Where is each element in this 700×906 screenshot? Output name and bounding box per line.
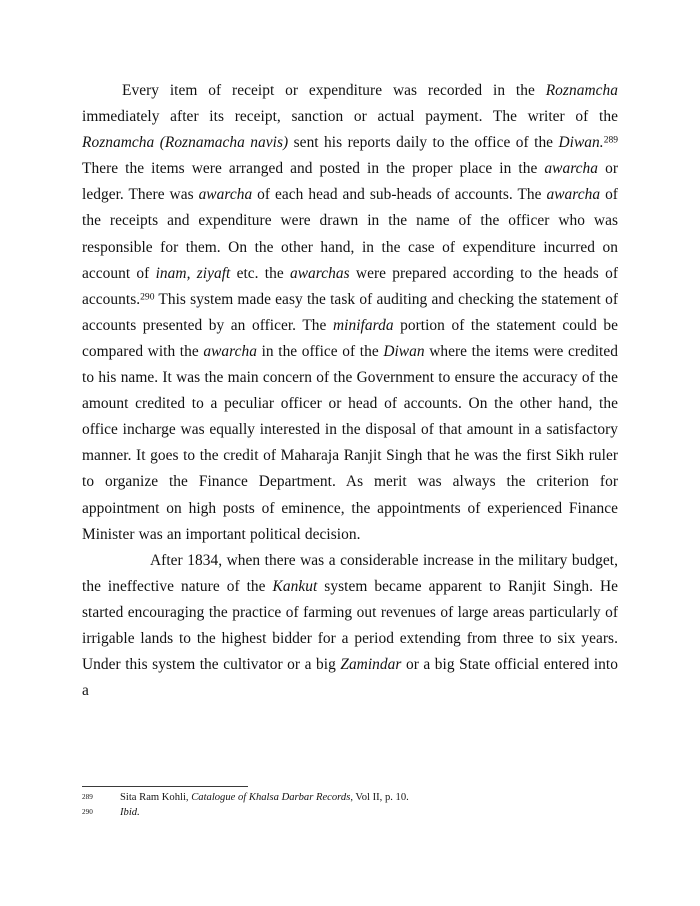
italic-term: Roznamcha (Roznamacha navis) (82, 134, 289, 152)
footnote-item-290 (82, 806, 618, 821)
footnote-reference-289[interactable]: 289 (603, 134, 618, 146)
italic-term: inam, ziyaft (155, 264, 231, 282)
footnote-separator-rule (82, 786, 248, 787)
footnote-text (120, 807, 140, 818)
italic-term: awarcha (546, 186, 601, 204)
italic-term: awarcha (544, 160, 599, 178)
italic-term: Diwan (383, 342, 425, 360)
footnote-number: 290 (82, 807, 93, 816)
italic-term: awarcha (203, 342, 257, 360)
italic-term: Catalogue of Khalsa Darbar Records (191, 792, 351, 803)
footnote-number: 289 (82, 793, 93, 801)
italic-term: Zamindar (340, 656, 402, 674)
footnote-item-289 (82, 791, 618, 806)
footnote-text: Sita Ram Kohli, Catalogue of Khalsa Darbar Records, Vol II, p. 10. (120, 792, 409, 803)
body-paragraph-2: After 1834, when there was a considerable increase in the military budget, the ineffective nature of the Kankut system became apparent to Ranjit Singh. He started encouraging the practice of farming out revenues of large areas particularly of irrigable lands to the highest bidder for a period extending from three to six years. Under this system the cultivator or a big Zamindar or a big State official entered into a (82, 551, 618, 700)
italic-term: Diwan. (558, 134, 604, 152)
footnote-reference-290[interactable]: 290 (140, 291, 155, 303)
italic-term: awarchas (290, 264, 350, 282)
italic-term: Ibid. (120, 806, 140, 818)
italic-term: Kankut (272, 577, 318, 595)
footnote-section (82, 786, 618, 820)
italic-term: awarcha (198, 186, 253, 204)
footnote-list (82, 791, 618, 820)
page-body-text (82, 78, 618, 704)
body-paragraph-1: Every item of receipt or expenditure was recorded in the Roznamcha immediately after its receipt, sanction or actual payment. The writer of the Roznamcha (Roznamacha navis) sent his reports daily to the office of the Diwan.$^{289}$ There the items were arranged and posted in the proper place in the awarcha or ledger. There was awarcha of each head and sub-heads of accounts. The awarcha of the receipts and expenditure were drawn in the name of the officer who was responsible for them. On the other hand, in the case of expenditure incurred on account of inam, ziyaft etc. the awarchas were prepared according to the heads of accounts.$^{290}$ This system made easy the task of auditing and checking the statement of accounts presented by an officer. The minifarda portion of the statement could be compared with the awarcha in the office of the Diwan where the items were credited to his name. It was the main concern of the Government to ensure the accuracy of the amount credited to a peculiar officer or head of accounts. On the other hand, the office incharge was equally interested in the disposal of that amount in a satisfactory manner. It goes to the credit of Maharaja Ranjit Singh that he was the first Sikh ruler to organize the Finance Department. As merit was always the criterion for appointment on high posts of eminence, the appointments of experienced Finance Minister was an important political decision. (82, 82, 618, 543)
italic-term: Roznamcha (545, 82, 618, 99)
italic-term: minifarda (332, 316, 394, 334)
